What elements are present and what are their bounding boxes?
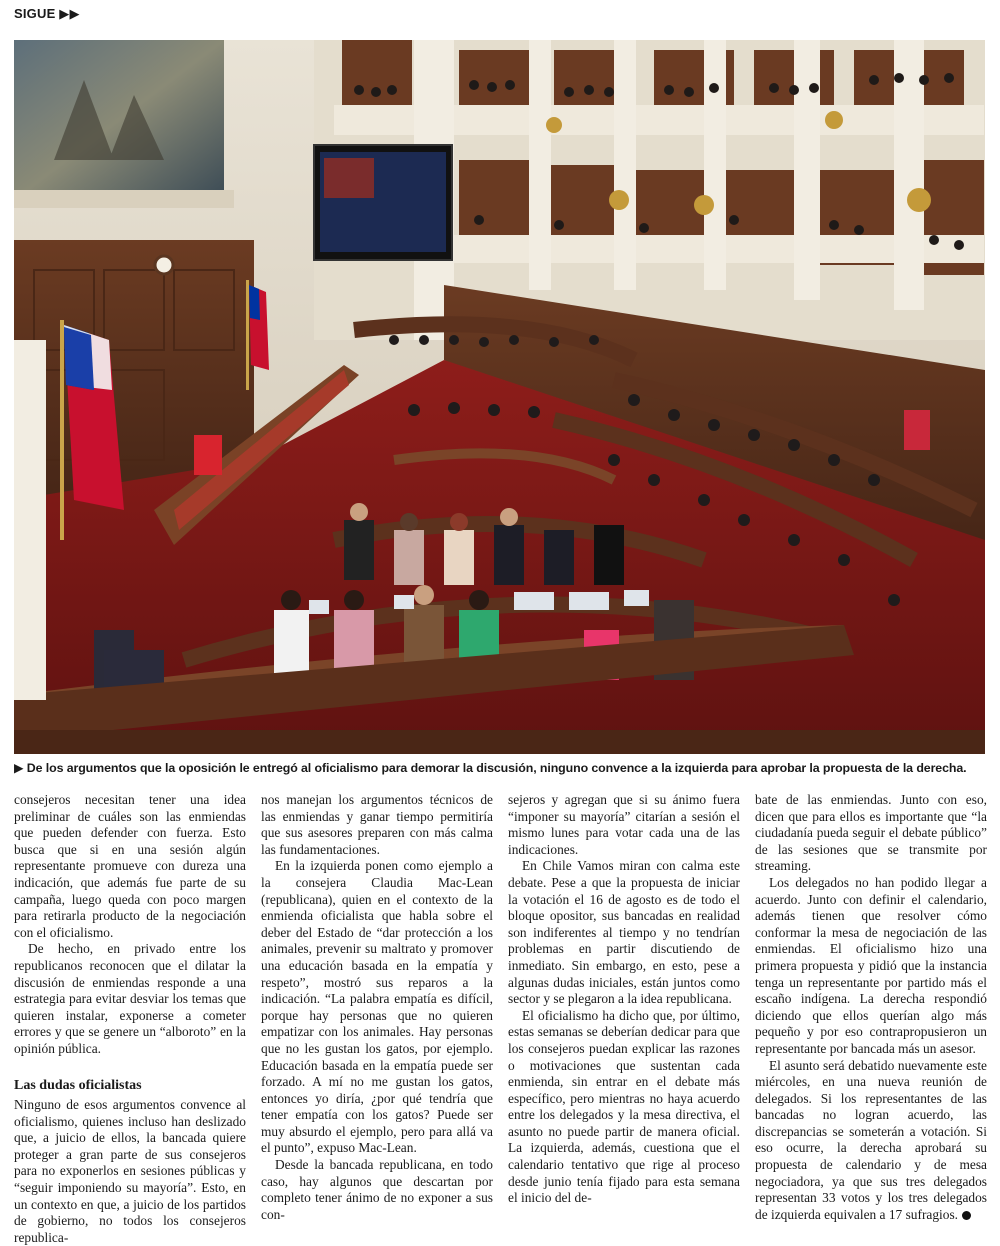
article-column-4: [755, 792, 987, 1222]
paragraph: bate de las enmiendas. Junto con eso, dicen que para ellos es importante que “la ciudadanía pueda seguir el debate público” de las sesiones que se transmite por streaming.: [755, 792, 987, 874]
paragraph: De hecho, en privado entre los republicanos reconocen que el dilatar la discusión de enmiendas responde a una estrategia para evitar desviar los temas que quieren instalar, exponerse a cometer errores y que se genere un “alboroto” en la opinión pública.: [14, 941, 246, 1056]
paragraph: sejeros y agregan que si su ánimo fuera “imponer su mayoría” citarían a sesión el mismo lunes para votar cada una de las indicaciones.: [508, 792, 740, 857]
paragraph: consejeros necesitan tener una idea preliminar de cuáles son las enmiendas que pueden defender con fuerza. Esto busca que si en una sesión algún representante promueve con dureza una indicación, que además fue parte de su campaña, luego queda con poco margen para retirarla producto de la negociación con el oficialismo.: [14, 792, 246, 940]
continue-label: SIGUE ▶▶: [14, 6, 80, 21]
article-body: [14, 792, 988, 1245]
article-column-2: [261, 792, 493, 1222]
paragraph: nos manejan los argumentos técnicos de las enmiendas y ganar tiempo permitiría que sus asesores preparen con más calma las fundamentaciones.: [261, 792, 493, 857]
paragraph: En la izquierda ponen como ejemplo a la consejera Claudia Mac-Lean (republicana), quien en el contexto de la enmienda oficialista que habla sobre el deber del Estado de “dar protección a los animales, prevenir su maltrato y promover una educación basada en la empatía y respeto”, mostró sus reparos a la indicación. “La palabra empatía es difícil, porque hay personas que no quieren empatizar con los animales. Hay personas que no les gustan los gatos, por ejemplo. Educación basada en la empatía puede ser forzado. A mí no me gustan los gatos, entonces yo diría, ¿por qué tendría que tener empatía con los gatos? Puede ser muy absurdo el ejemplo, pero para allá va el punto”, expuso Mac-Lean.: [261, 858, 493, 1156]
paragraph: El oficialismo ha dicho que, por último, estas semanas se deberían dedicar para que los consejeros puedan explicar las razones o motivaciones que sustentan cada enmienda, sin entrar en el debate más específico, pero mientras no haya acuerdo entre los delegados y la mesa directiva, el asunto no puede partir de manera oficial. La izquierda, además, cuestiona que el calendario tentativo que rige al proceso desde junio tenía fijado para esta semana el inicio del de-: [508, 1007, 740, 1206]
paragraph: En Chile Vamos miran con calma este debate. Pese a que la propuesta de iniciar la votación el 16 de agosto es de todo el bloque opositor, sus bancadas en realidad son indiferentes al tiempo y no tendrían problemas en partir discutiendo de inmediato. Sin embargo, en esto, pese a algunas dudas iniciales, están juntos como sector y se plegaron a la idea republicana.: [508, 858, 740, 1007]
paragraph: Desde la bancada republicana, en todo caso, hay algunos que descartan por completo tener ánimo de no exponer a sus con-: [261, 1157, 493, 1222]
end-of-article-icon: [962, 1211, 971, 1220]
subheading: Las dudas oficialistas: [14, 1077, 142, 1093]
parliament-chamber-photo: [14, 40, 985, 754]
paragraph-text: El asunto será debatido nuevamente este miércoles, en una nueva reunión de delegados. Si los representantes de las bancadas no logran acuerdo, las discrepancias se someterán a votación. Si eso ocurre, la derecha aprobará su propuesta de calendario y de mesa negociadora, ya que sus tres delegados representan 33 votos y los tres delegados de izquierda equivalen a 17 sufragios.: [755, 1057, 987, 1222]
paragraph: Los delegados no han podido llegar a acuerdo. Junto con definir el calendario, además tienen que resolver cómo conformar la mesa de negociación de las enmiendas. El oficialismo hizo una primera propuesta y pidió que la instancia tenga un representante por partido más el escaño indígena. La derecha respondió diciendo que ellos querían algo más pequeño y por eso contrapropusieron un representante por bancada más un asesor.: [755, 874, 987, 1056]
article-column-1: [14, 792, 246, 1245]
paragraph: [755, 1058, 987, 1224]
photo-caption: ▶ De los argumentos que la oposición le entregó al oficialismo para demorar la discusión, ninguno convence a la izquierda para aprobar la propuesta de la derecha.: [14, 761, 967, 775]
paragraph: Ninguno de esos argumentos convence al oficialismo, quienes incluso han deslizado que, a juicio de ellos, la bancada quiere proteger a gran parte de sus consejeros para no exponerlos en sesiones públicas y “seguir imponiendo su mayoría”. Esto, en un contexto en que, a juicio de los partidos de gobierno, no todos los consejeros republica-: [14, 1097, 246, 1245]
article-column-3: [508, 792, 740, 1206]
